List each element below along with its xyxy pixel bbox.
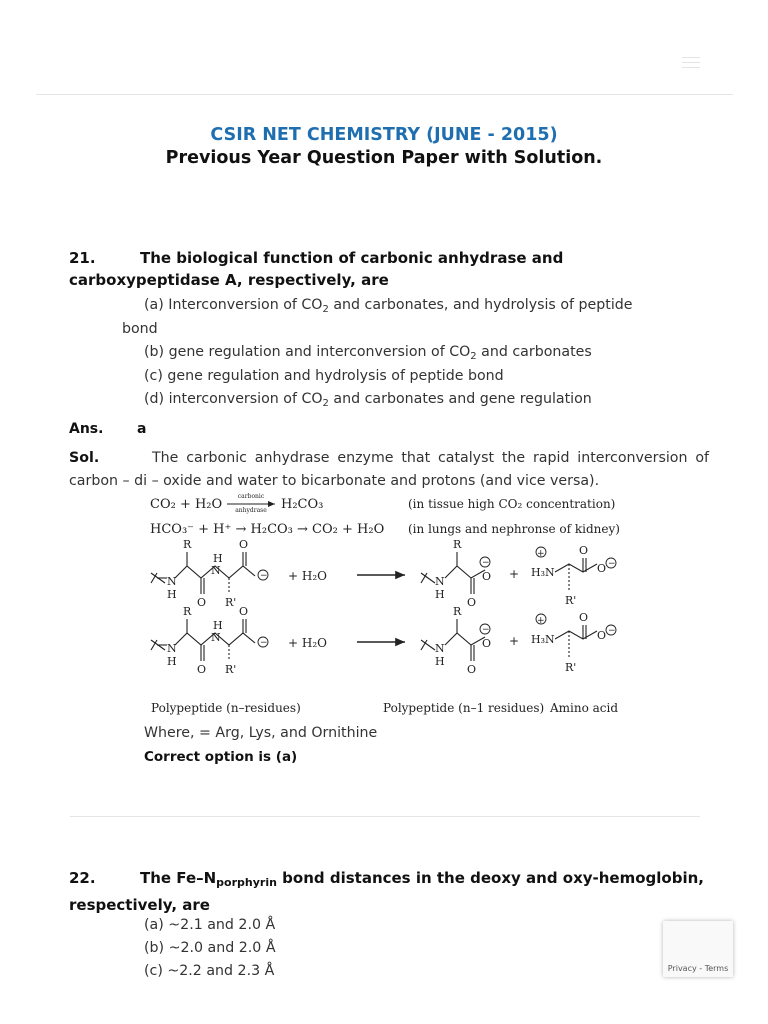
recaptcha-privacy-terms[interactable]: Privacy - Terms — [667, 964, 729, 973]
svg-text:H₃N: H₃N — [531, 633, 555, 646]
eq1-left: CO₂ + H₂O — [150, 497, 223, 512]
svg-text:O: O — [597, 629, 607, 642]
eq1-right: H₂CO₃ — [281, 497, 324, 512]
svg-text:H: H — [435, 655, 445, 668]
eq1-arrow-bottom: anhydrase — [235, 507, 267, 514]
question-number: 21. — [69, 249, 96, 267]
svg-text:O: O — [467, 663, 477, 676]
svg-text:−: − — [260, 571, 268, 581]
svg-text:R: R — [453, 538, 462, 551]
page-title: CSIR NET CHEMISTRY (JUNE - 2015) — [210, 125, 558, 145]
question-21 — [69, 247, 709, 291]
q22-option-b: (b) ~2.0 and 2.0 Å — [144, 940, 276, 956]
svg-text:H: H — [167, 588, 177, 601]
polypeptide-product-2 — [421, 619, 485, 661]
polypeptide-product-1 — [421, 552, 485, 594]
svg-text:−: − — [482, 625, 490, 635]
answer-label: Ans. — [69, 421, 104, 437]
amino-acid-1 — [555, 558, 597, 592]
solution-label: Sol. — [69, 450, 100, 466]
q22-option-a: (a) ~2.1 and 2.0 Å — [144, 917, 276, 933]
svg-text:−: − — [608, 626, 616, 636]
where-note: Where, = Arg, Lys, and Ornithine — [144, 725, 378, 741]
svg-text:+: + — [537, 549, 545, 559]
svg-text:R: R — [453, 605, 462, 618]
eq2-note: (in lungs and nephronse of kidney) — [408, 522, 620, 536]
svg-text:O: O — [239, 538, 249, 551]
svg-text:O: O — [579, 611, 589, 624]
reaction-diagram — [145, 488, 625, 720]
svg-text:−: − — [608, 559, 616, 569]
svg-text:O: O — [597, 562, 607, 575]
question-text: The biological function of carbonic anhydrase and carboxypeptidase A, respectively, are — [69, 249, 564, 289]
water-2: + H₂O — [288, 636, 327, 650]
svg-text:N: N — [167, 642, 177, 655]
option-b: (b) gene regulation and interconversion of $CO_2$ and carbonates — [144, 344, 592, 362]
svg-text:O: O — [197, 596, 207, 609]
header-divider — [36, 94, 733, 95]
svg-text:O: O — [579, 544, 589, 557]
svg-text:H: H — [167, 655, 177, 668]
svg-text:N: N — [211, 564, 221, 577]
svg-text:R': R' — [565, 594, 577, 607]
svg-text:N: N — [435, 575, 445, 588]
label-polypeptide-n1: Polypeptide (n–1 residues) — [383, 701, 545, 715]
option-c: (c) gene regulation and hydrolysis of peptide bond — [144, 368, 504, 384]
correct-option: Correct option is (a) — [144, 749, 298, 765]
question-divider — [70, 816, 700, 817]
eq1-arrow-top: carbonic — [237, 493, 265, 500]
svg-text:N: N — [435, 642, 445, 655]
svg-text:−: − — [260, 638, 268, 648]
solution-text: Sol. The carbonic anhydrase enzyme that catalyst the rapid interconversion of carbon – di – oxide and water to bicarbonate and protons (and vice versa). — [69, 447, 709, 492]
q22-option-c: (c) ~2.2 and 2.3 Å — [144, 963, 275, 979]
plus-2: + — [509, 634, 520, 648]
svg-text:R': R' — [225, 663, 237, 676]
svg-text:O: O — [482, 570, 492, 583]
recaptcha-badge[interactable] — [663, 921, 733, 977]
svg-text:H: H — [435, 588, 445, 601]
svg-text:N: N — [167, 575, 177, 588]
water-1: + H₂O — [288, 569, 327, 583]
svg-text:H₃N: H₃N — [531, 566, 555, 579]
svg-text:O: O — [482, 637, 492, 650]
hamburger-menu-icon[interactable] — [682, 57, 700, 71]
svg-text:O: O — [467, 596, 477, 609]
svg-text:−: − — [482, 558, 490, 568]
svg-text:H: H — [213, 552, 223, 565]
label-amino-acid: Amino acid — [550, 701, 619, 715]
option-a: (a) Interconversion of $CO_2$ and carbonates, and hydrolysis of peptide — [144, 297, 633, 315]
eq2: HCO₃⁻ + H⁺ → H₂CO₃ → CO₂ + H₂O — [150, 522, 385, 537]
svg-text:H: H — [213, 619, 223, 632]
option-a-continued: bond — [122, 321, 158, 337]
question-22: 22. The $Fe-N_{porphyrin}$ bond distances in the deoxy and oxy-hemoglobin, respectively, are — [69, 869, 704, 914]
svg-text:R': R' — [565, 661, 577, 674]
svg-text:O: O — [239, 605, 249, 618]
page-subtitle: Previous Year Question Paper with Solution. — [165, 148, 603, 168]
answer-value: a — [137, 421, 147, 437]
question-number: 22. — [69, 869, 96, 887]
atom-R: R — [183, 538, 192, 551]
label-polypeptide-n: Polypeptide (n–residues) — [151, 701, 301, 715]
eq1-note: (in tissue high CO₂ concentration) — [408, 497, 616, 511]
svg-text:N: N — [211, 631, 221, 644]
svg-text:+: + — [537, 616, 545, 626]
svg-text:R': R' — [225, 596, 237, 609]
plus-1: + — [509, 567, 520, 581]
option-d: (d) interconversion of $CO_2$ and carbonates and gene regulation — [144, 391, 592, 409]
svg-text:R: R — [183, 605, 192, 618]
amino-acid-2 — [555, 625, 597, 659]
svg-text:O: O — [197, 663, 207, 676]
